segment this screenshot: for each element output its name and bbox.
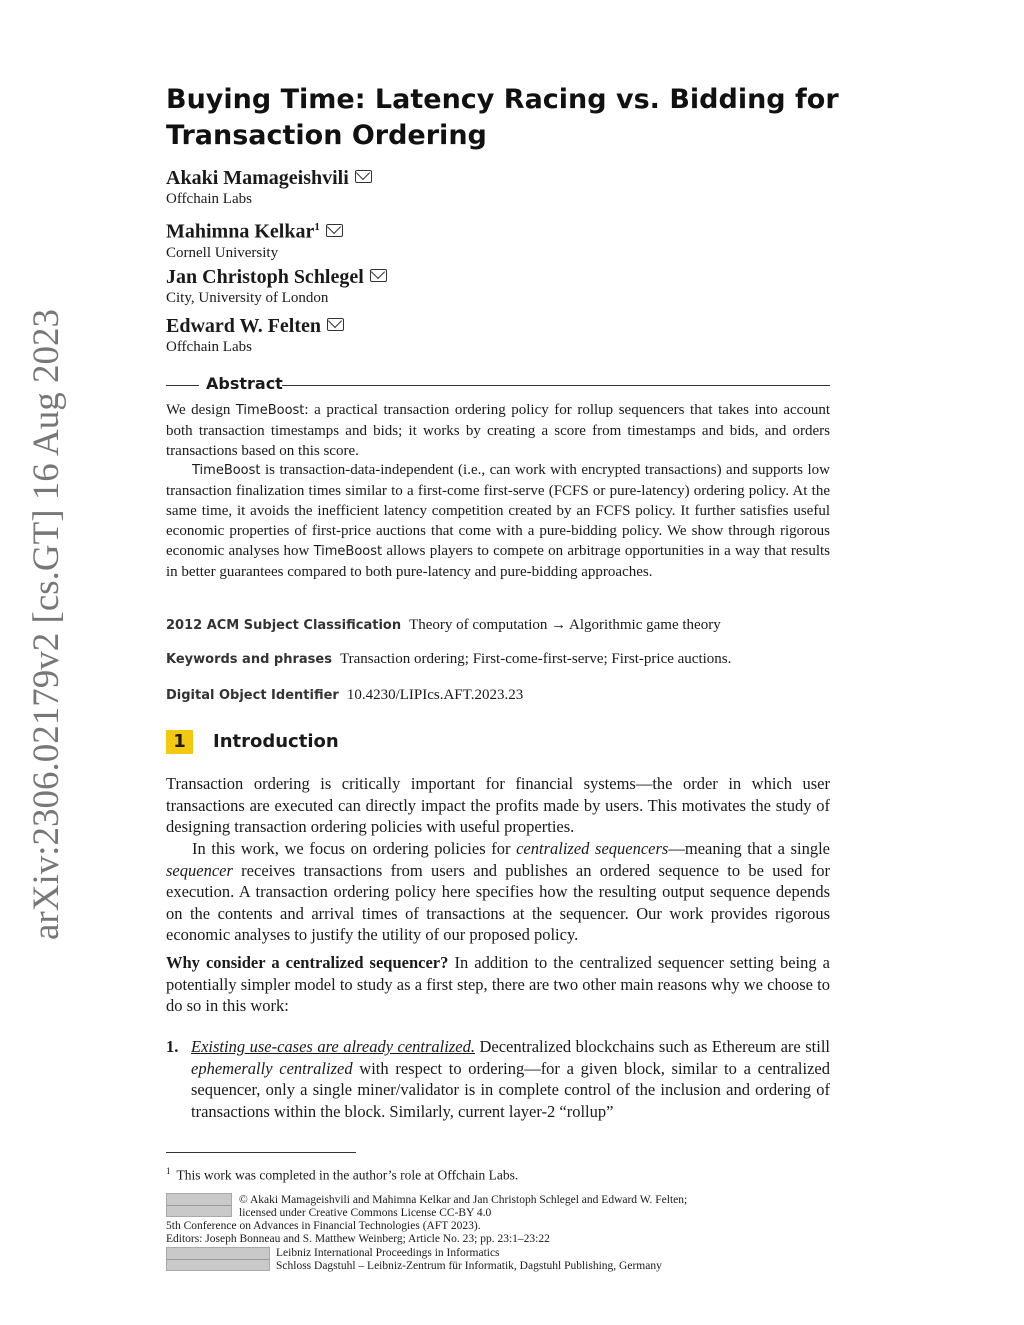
- author-affiliation: Offchain Labs: [166, 339, 252, 355]
- doi-label: Digital Object Identifier: [166, 688, 339, 703]
- author-affiliation: Offchain Labs: [166, 191, 252, 207]
- list-marker: 1.: [166, 1037, 179, 1056]
- arxiv-identifier-stamp: arXiv:2306.02179v2 [cs.GT] 16 Aug 2023: [26, 309, 67, 940]
- abstract-rule-left: [166, 385, 199, 386]
- abstract-rule-right: [282, 385, 830, 386]
- author-affiliation: City, University of London: [166, 290, 329, 306]
- publisher-line: Schloss Dagstuhl – Leibniz-Zentrum für Informatik, Dagstuhl Publishing, Germany: [276, 1260, 662, 1272]
- footnote-rule: [166, 1152, 356, 1153]
- author-name: Mahimna Kelkar$^1$: [166, 220, 320, 243]
- section-number: 1: [166, 730, 193, 754]
- policy-name: TimeBoost: [235, 403, 305, 418]
- doi-link[interactable]: 10.4230/LIPIcs.AFT.2023.23: [346, 687, 524, 703]
- footnote-marker: 1: [314, 221, 320, 233]
- lipics-logo[interactable]: [166, 1247, 270, 1271]
- author-block: [166, 215, 766, 262]
- conference-line: 5th Conference on Advances in Financial Technologies (AFT 2023).: [166, 1220, 481, 1232]
- intro-paragraph-2: In this work, we focus on ordering policies for centralized sequencers—meaning that a single sequencer receives transactions from users and publishes an ordered sequence to be used for execution. A transaction ordering policy here specifies how the resulting output sequence depends on the contents and arrival times of transactions at the sequencer. Our work provides rigorous economic analyses to justify the utility of our proposed policy.: [166, 839, 831, 945]
- author-block: [166, 166, 766, 208]
- copyright-line-2: licensed under Creative Commons License CC-BY 4.0: [239, 1207, 492, 1219]
- doi: [166, 685, 830, 706]
- footnote-marker: 1: [166, 1166, 171, 1176]
- abstract-paragraph-2: TimeBoost is transaction-data-independent (i.e., can work with encrypted transactions) and supports low transaction finalization times similar to a first-come first-serve (FCFS or pure-latency) ordering policy. At the same time, it avoids the inefficient latency competition created by an FCFS policy. It further satisfies useful economic properties of first-price auctions that come with a pure-bidding policy. We show through rigorous economic analyses how TimeBoost allows players to compete on arbitrage opportunities in a way that results in better guarantees compared to both pure-latency and pure-bidding approaches.: [166, 462, 830, 580]
- policy-name: TimeBoost: [192, 463, 261, 478]
- list-item-text: Existing use-cases are already centralized. Decentralized blockchains such as Ethereum are still ephemerally centralized with respect to ordering—for a given block, similar to a centralized sequencer, only a single miner/validator is in complete control of the inclusion and ordering of transactions within the block. Similarly, current layer-2 “rollup”: [191, 1037, 830, 1121]
- email-icon[interactable]: [326, 224, 343, 237]
- footnote: $^1$ This work was completed in the author’s role at Offchain Labs.: [166, 1166, 519, 1183]
- author-name: Edward W. Felten: [166, 315, 322, 337]
- intro-paragraph-3: Why consider a centralized sequencer? In addition to the centralized sequencer setting being a potentially simpler model to study as a first step, there are two other main reasons why we choose to do so in this work:: [166, 953, 830, 1016]
- abstract-label: Abstract: [206, 374, 283, 393]
- paper-title: Buying Time: Latency Racing vs. Bidding for Transaction Ordering: [166, 84, 839, 151]
- keywords-label: Keywords and phrases: [166, 652, 332, 667]
- keywords: [166, 649, 830, 670]
- author-block: [166, 314, 766, 356]
- editors-line: Editors: Joseph Bonneau and S. Matthew Weinberg; Article No. 23; pp. 23:1–23:22: [166, 1233, 550, 1245]
- series-line: Leibniz International Proceedings in Informatics: [276, 1247, 500, 1259]
- cc-license-logo[interactable]: [166, 1193, 232, 1217]
- acm-classification: [166, 615, 830, 636]
- author-name: Akaki Mamageishvili: [166, 167, 349, 189]
- abstract-paragraph-1: We design TimeBoost: a practical transaction ordering policy for rollup sequencers that takes into account both transaction timestamps and bids; it works by creating a score from timestamps and bids, and orders transactions based on this score.: [166, 402, 831, 459]
- list-item: [166, 1036, 830, 1122]
- author-name: Jan Christoph Schlegel: [166, 266, 364, 288]
- copyright-line-1: © Akaki Mamageishvili and Mahimna Kelkar and Jan Christoph Schlegel and Edward W. Felten;: [239, 1194, 688, 1206]
- email-icon[interactable]: [327, 318, 344, 331]
- acm-value: Theory of computation → Algorithmic game theory: [409, 617, 721, 633]
- email-icon[interactable]: [355, 170, 372, 183]
- email-icon[interactable]: [370, 269, 387, 282]
- section-heading: [166, 730, 339, 756]
- section-title: Introduction: [213, 731, 339, 752]
- author-block: [166, 265, 766, 307]
- keywords-value: Transaction ordering; First-come-first-serve; First-price auctions.: [339, 651, 732, 667]
- acm-label: 2012 ACM Subject Classification: [166, 618, 402, 633]
- intro-paragraph-1: Transaction ordering is critically important for financial systems—the order in which user transactions are executed can directly impact the profits made by users. This motivates the study of designing transaction ordering policies with useful properties.: [166, 774, 830, 837]
- policy-name: TimeBoost: [313, 544, 383, 559]
- author-affiliation: Cornell University: [166, 244, 279, 261]
- runin-heading: Why consider a centralized sequencer?: [166, 953, 449, 972]
- abstract-heading: [166, 374, 830, 394]
